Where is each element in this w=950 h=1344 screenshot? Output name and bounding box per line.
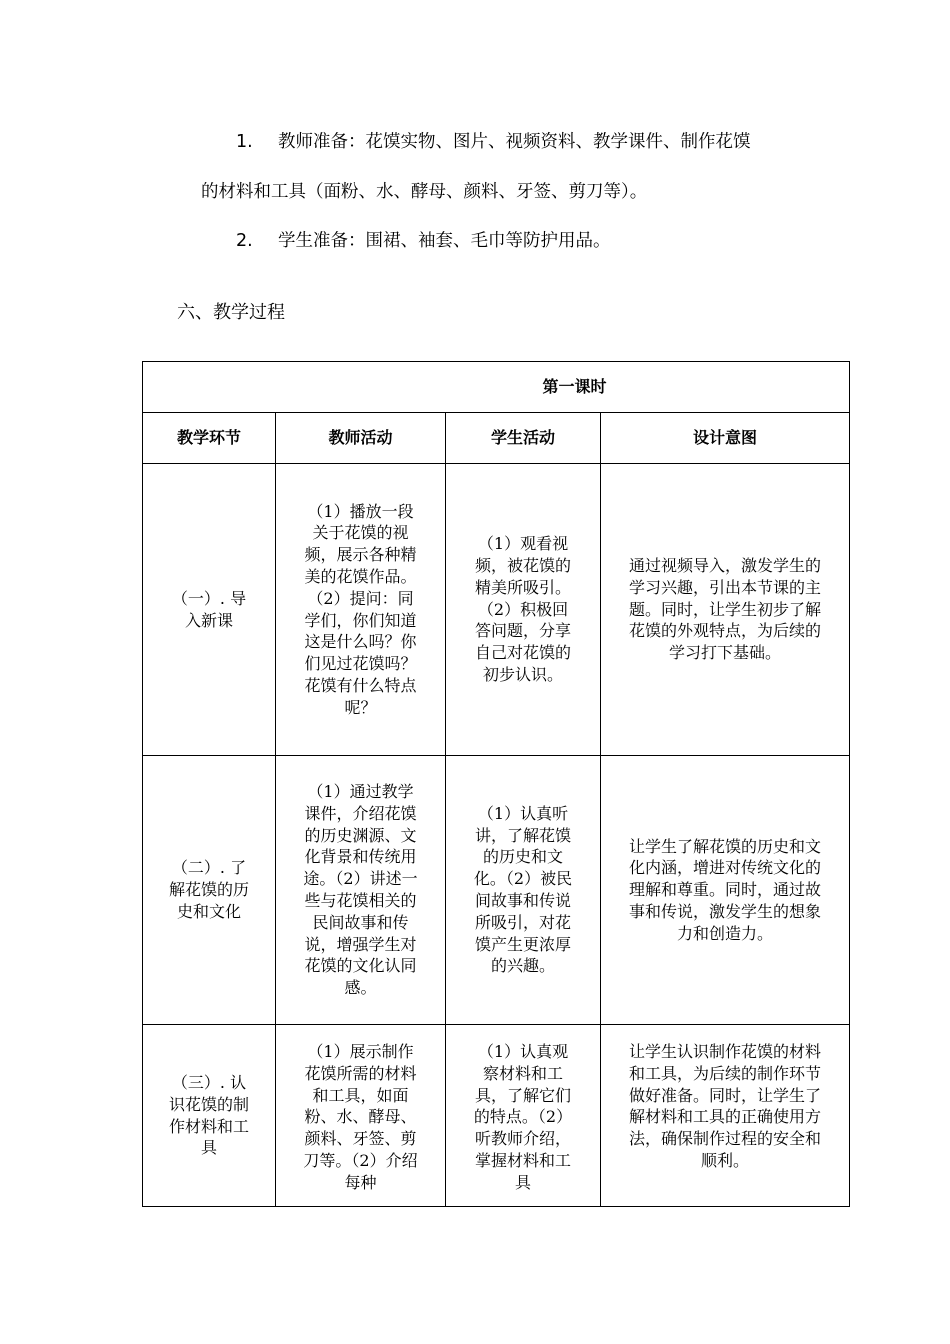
teacher-text: （1）播放一段关于花馍的视频，展示各种精美的花馍作品。（2）提问：同学们，你们知道这是什么吗？你们见过花馍吗？花馍有什么特点呢？	[304, 501, 417, 717]
stage-text: （三）. 认识花馍的制作材料和工具	[168, 1072, 249, 1158]
teacher-clip	[276, 1025, 445, 1206]
teacher-text: （1）展示制作花馍所需的材料和工具，如面粉、水、酵母、颜料、牙签、剪刀等。（2）介绍每种	[303, 1042, 418, 1192]
prep-item-1-line1: 教师准备：花馍实物、图片、视频资料、教学课件、制作花馍	[278, 132, 751, 152]
teaching-process-table	[142, 361, 850, 1207]
student-text: （1）认真观察材料和工具，了解它们的特点。（2）听教师介绍，掌握材料和工具	[473, 1042, 573, 1192]
design-cell	[601, 756, 850, 1025]
header-design: 设计意图	[601, 413, 850, 464]
student-clip	[446, 1025, 600, 1206]
table-row	[143, 1025, 850, 1207]
stage-text: （一）. 导入新课	[171, 588, 247, 630]
header-row	[143, 413, 850, 464]
prep-item-2	[236, 230, 836, 254]
stage-cell	[143, 464, 276, 756]
design-cell	[601, 1025, 850, 1207]
teacher-cell	[276, 756, 446, 1025]
lesson-title-row	[143, 362, 850, 413]
design-cell	[601, 464, 850, 756]
teacher-cell	[276, 1025, 446, 1207]
stage-text: （二）. 了解花馍的历史和文化	[168, 858, 249, 921]
design-text: 通过视频导入，激发学生的学习兴趣，引出本节课的主题。同时，让学生初步了解花馍的外观特点，为后续的学习打下基础。	[628, 556, 821, 663]
header-stage: 教学环节	[143, 413, 276, 464]
prep-item-2-text: 学生准备：围裙、袖套、毛巾等防护用品。	[278, 231, 611, 251]
student-text: （1）认真听讲，了解花馍的历史和文化。（2）被民间故事和传说所吸引，对花馍产生更浓厚的兴趣。	[473, 803, 573, 976]
section-title: 六、教学过程	[177, 302, 285, 323]
table-row	[143, 756, 850, 1025]
prep-item-1-number: 1.	[236, 132, 253, 152]
header-student: 学生活动	[446, 413, 601, 464]
student-cell	[446, 464, 601, 756]
prep-item-1	[201, 131, 836, 202]
prep-item-2-number: 2.	[236, 231, 253, 251]
stage-cell	[143, 756, 276, 1025]
design-text: 让学生了解花馍的历史和文化内涵，增进对传统文化的理解和尊重。同时，通过故事和传说，激发学生的想象力和创造力。	[628, 836, 821, 943]
stage-cell	[143, 1025, 276, 1207]
design-text: 让学生认识制作花馍的材料和工具，为后续的制作环节做好准备。同时，让学生了解材料和工具的正确使用方法，确保制作过程的安全和顺利。	[628, 1042, 821, 1170]
prep-item-1-line2: 的材料和工具（面粉、水、酵母、颜料、牙签、剪刀等）。	[201, 182, 648, 202]
lesson-title: 第一课时	[542, 377, 607, 397]
student-text: （1）观看视频，被花馍的精美所吸引。（2）积极回答问题，分享自己对花馍的初步认识。	[474, 534, 571, 684]
design-clip	[601, 1025, 849, 1206]
teacher-cell	[276, 464, 446, 756]
table-row	[143, 464, 850, 756]
teacher-text: （1）通过教学课件，介绍花馍的历史渊源、文化背景和传统用途。（2）讲述一些与花馍相关的民间故事和传说，增强学生对花馍的文化认同感。	[303, 782, 418, 998]
lesson-title-cell	[143, 362, 850, 413]
student-cell	[446, 756, 601, 1025]
student-cell	[446, 1025, 601, 1207]
header-teacher: 教师活动	[276, 413, 446, 464]
